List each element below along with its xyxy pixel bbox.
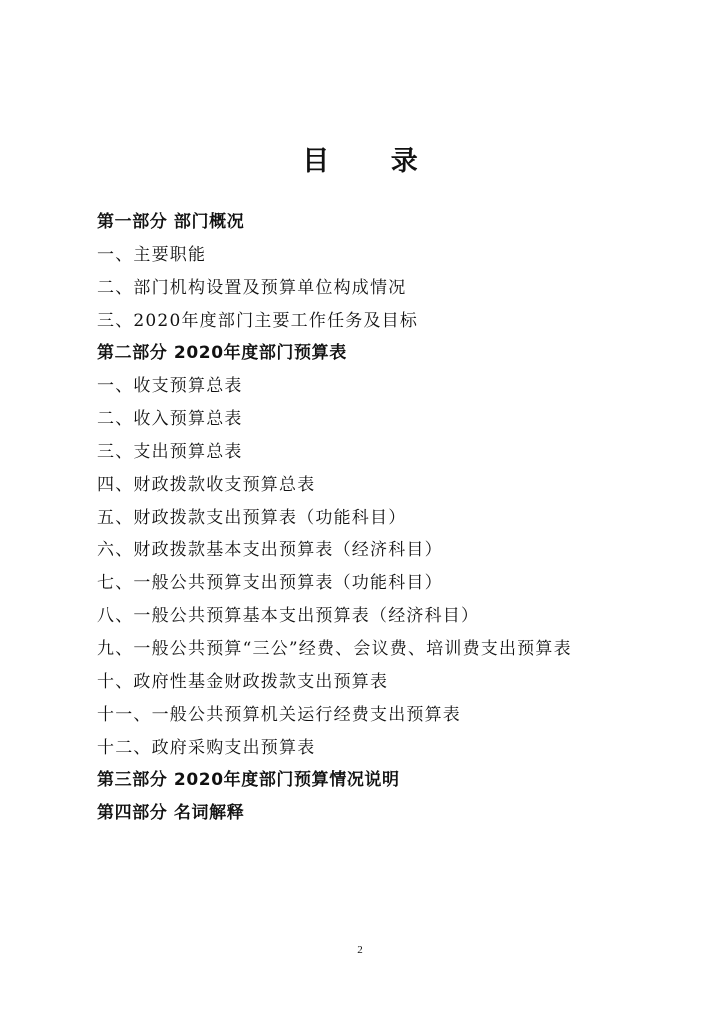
toc-entry: 十一、一般公共预算机关运行经费支出预算表: [97, 704, 461, 725]
toc-part-heading: 第三部分 2020年度部门预算情况说明: [97, 770, 400, 791]
toc-entry: 二、收入预算总表: [97, 409, 243, 430]
toc-entry: 十二、政府采购支出预算表: [97, 737, 316, 758]
toc-entry: 三、2020年度部门主要工作任务及目标: [97, 310, 419, 331]
toc-entry: 二、部门机构设置及预算单位构成情况: [97, 277, 407, 298]
toc-entry: 一、主要职能: [97, 244, 207, 265]
toc-part-heading: 第四部分 名词解释: [97, 803, 245, 824]
toc-entry: 四、财政拨款收支预算总表: [97, 474, 316, 495]
toc-part-heading: 第一部分 部门概况: [97, 212, 245, 232]
toc-entry: 六、财政拨款基本支出预算表（经济科目）: [97, 540, 443, 561]
toc-part-heading: 第二部分 2020年度部门预算表: [97, 343, 347, 364]
toc-entry: 十、政府性基金财政拨款支出预算表: [97, 671, 389, 692]
toc-entry: 五、财政拨款支出预算表（功能科目）: [97, 507, 407, 528]
toc-entry: 三、支出预算总表: [97, 441, 243, 462]
toc-entry: 一、收支预算总表: [97, 376, 243, 397]
table-of-contents: [97, 206, 572, 830]
toc-entry: 七、一般公共预算支出预算表（功能科目）: [97, 573, 443, 594]
toc-entry: 八、一般公共预算基本支出预算表（经济科目）: [97, 606, 480, 627]
toc-entry: 九、一般公共预算“三公”经费、会议费、培训费支出预算表: [97, 638, 572, 659]
page-title: 目 录: [302, 146, 444, 177]
page-number: 2: [357, 944, 363, 956]
